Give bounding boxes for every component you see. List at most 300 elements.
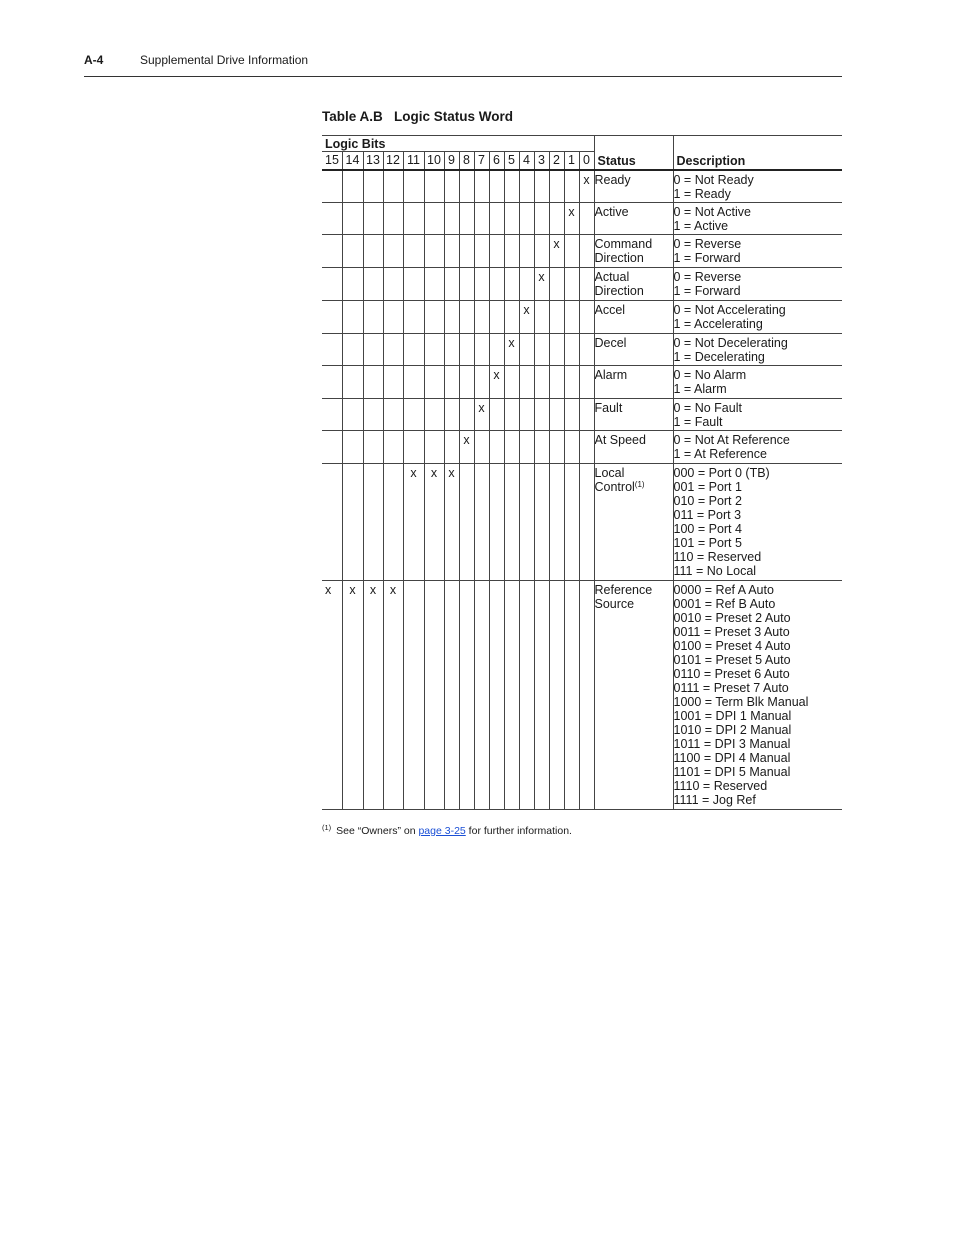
bit-mark: x [410, 466, 417, 480]
bit-cell-2 [549, 203, 564, 235]
page-number: A-4 [84, 53, 104, 67]
bit-cell-6 [489, 334, 504, 366]
bit-cell-15 [322, 464, 342, 581]
description-line: 1 = Fault [673, 415, 723, 429]
bit-cell-15 [322, 203, 342, 235]
description-line: 0101 = Preset 5 Auto [673, 653, 791, 667]
description-line: 110 = Reserved [673, 550, 762, 564]
bit-header-2: 2 [549, 152, 564, 170]
description-line: 0 = No Alarm [673, 368, 747, 382]
footnote-page-link[interactable]: page 3-25 [418, 825, 466, 837]
description-line: 0 = Not Accelerating [673, 303, 786, 317]
bit-cell-3 [534, 399, 549, 431]
bit-cell-0 [579, 399, 594, 431]
description-line: 1 = Forward [673, 284, 741, 298]
bit-cell-6 [489, 203, 504, 235]
bit-header-14: 14 [342, 152, 363, 170]
bit-mark: x [325, 583, 332, 597]
description-cell [673, 399, 842, 431]
bit-cell-6 [489, 268, 504, 301]
description-cell [673, 334, 842, 366]
bit-cell-5 [504, 399, 519, 431]
bit-header-4: 4 [519, 152, 534, 170]
bit-cell-1 [564, 581, 579, 810]
bit-cell-5 [504, 235, 519, 268]
bit-cell-3 [534, 464, 549, 581]
bit-cell-7 [474, 464, 489, 581]
description-line: 1111 = Jog Ref [673, 793, 756, 807]
bit-cell-9 [444, 170, 459, 203]
bit-cell-1 [564, 366, 579, 399]
bit-cell-14 [342, 581, 363, 810]
bit-cell-7 [474, 366, 489, 399]
bit-cell-0 [579, 581, 594, 810]
bit-cell-4 [519, 431, 534, 464]
status-cell [594, 268, 673, 301]
bit-cell-5 [504, 268, 519, 301]
table-row [322, 268, 842, 301]
bit-cell-10 [424, 235, 444, 268]
description-line: 1 = Decelerating [673, 350, 765, 364]
table-row [322, 334, 842, 366]
bit-cell-12 [383, 334, 403, 366]
bit-cell-0 [579, 301, 594, 334]
bit-mark: x [538, 270, 545, 284]
status-text: Direction [594, 251, 644, 265]
description-line: 1 = At Reference [673, 447, 767, 461]
bit-cell-10 [424, 581, 444, 810]
bit-mark: x [369, 583, 377, 597]
bit-cell-13 [363, 399, 383, 431]
description-line: 010 = Port 2 [673, 494, 742, 508]
status-text: Decel [594, 336, 627, 350]
bit-cell-15 [322, 399, 342, 431]
bit-cell-9 [444, 203, 459, 235]
bit-cell-7 [474, 301, 489, 334]
bit-cell-1 [564, 170, 579, 203]
bit-cell-2 [549, 170, 564, 203]
bit-cell-15 [322, 431, 342, 464]
status-text: Local [594, 466, 625, 480]
status-cell [594, 366, 673, 399]
bit-cell-4 [519, 170, 534, 203]
bit-cell-8 [459, 431, 474, 464]
bit-cell-12 [383, 268, 403, 301]
bit-cell-8 [459, 366, 474, 399]
bit-cell-9 [444, 301, 459, 334]
bit-cell-1 [564, 301, 579, 334]
bit-cell-13 [363, 203, 383, 235]
bit-cell-1 [564, 399, 579, 431]
status-text: At Speed [594, 433, 646, 447]
bit-header-8: 8 [459, 152, 474, 170]
bit-cell-8 [459, 581, 474, 810]
bit-cell-5 [504, 464, 519, 581]
table-caption: Table A.B Logic Status Word [322, 109, 514, 124]
description-line: 0 = Reverse [673, 237, 742, 251]
bit-cell-11 [403, 581, 424, 810]
bit-cell-4 [519, 464, 534, 581]
bit-cell-14 [342, 301, 363, 334]
bit-cell-14 [342, 235, 363, 268]
bit-cell-14 [342, 170, 363, 203]
status-column-header: Status [594, 136, 673, 170]
bit-cell-9 [444, 399, 459, 431]
bit-cell-5 [504, 203, 519, 235]
bit-header-11: 11 [403, 152, 424, 170]
bit-cell-0 [579, 366, 594, 399]
status-cell [594, 399, 673, 431]
description-line: 0110 = Preset 6 Auto [673, 667, 790, 681]
status-text: Fault [594, 401, 623, 415]
bit-cell-2 [549, 431, 564, 464]
footnote [322, 823, 572, 837]
bit-cell-11 [403, 334, 424, 366]
bit-cell-7 [474, 235, 489, 268]
bit-header-1: 1 [564, 152, 579, 170]
bit-cell-14 [342, 464, 363, 581]
bit-cell-6 [489, 170, 504, 203]
description-line: 0 = Reverse [673, 270, 742, 284]
bit-cell-10 [424, 464, 444, 581]
description-line: 0010 = Preset 2 Auto [673, 611, 791, 625]
bit-cell-11 [403, 366, 424, 399]
description-line: 0 = Not Decelerating [673, 336, 788, 350]
bit-cell-3 [534, 268, 549, 301]
bit-cell-6 [489, 301, 504, 334]
bit-cell-9 [444, 464, 459, 581]
status-text: Reference [594, 583, 653, 597]
bit-cell-9 [444, 366, 459, 399]
description-line: 000 = Port 0 (TB) [673, 466, 770, 480]
description-line: 1 = Ready [673, 186, 731, 201]
bit-cell-2 [549, 464, 564, 581]
table-row [322, 235, 842, 268]
bit-cell-1 [564, 235, 579, 268]
status-cell [594, 581, 673, 810]
bit-cell-13 [363, 235, 383, 268]
bit-cell-4 [519, 366, 534, 399]
bit-cell-3 [534, 431, 549, 464]
bit-mark: x [448, 466, 455, 480]
bit-cell-13 [363, 366, 383, 399]
bit-cell-12 [383, 301, 403, 334]
bit-cell-4 [519, 581, 534, 810]
description-line: 1010 = DPI 2 Manual [673, 723, 792, 737]
bit-cell-14 [342, 399, 363, 431]
bit-cell-7 [474, 431, 489, 464]
bit-cell-12 [383, 203, 403, 235]
bit-cell-15 [322, 366, 342, 399]
description-line: 1000 = Term Blk Manual [673, 695, 809, 709]
bit-cell-2 [549, 366, 564, 399]
bit-cell-1 [564, 464, 579, 581]
description-cell [673, 235, 842, 268]
bit-cell-2 [549, 399, 564, 431]
bit-cell-3 [534, 170, 549, 203]
bit-cell-13 [363, 334, 383, 366]
bit-cell-11 [403, 268, 424, 301]
description-cell [673, 581, 842, 810]
description-line: 0 = No Fault [673, 401, 742, 415]
bit-cell-3 [534, 334, 549, 366]
logic-status-table [322, 135, 842, 810]
bit-cell-8 [459, 268, 474, 301]
description-line: 011 = Port 3 [673, 508, 742, 522]
bit-cell-5 [504, 301, 519, 334]
bit-cell-4 [519, 301, 534, 334]
bit-cell-0 [579, 334, 594, 366]
footnote-text-after: for further information. [465, 825, 572, 837]
description-line: 1 = Alarm [673, 382, 727, 396]
footnote-text-before: See “Owners” on [336, 825, 419, 837]
bit-cell-7 [474, 170, 489, 203]
bit-cell-13 [363, 301, 383, 334]
bit-cell-12 [383, 431, 403, 464]
description-line: 111 = No Local [673, 564, 757, 578]
bit-cell-3 [534, 581, 549, 810]
table-row [322, 366, 842, 399]
footnote-marker: (1) [322, 823, 332, 832]
description-cell [673, 431, 842, 464]
bit-cell-2 [549, 301, 564, 334]
table-row [322, 581, 842, 810]
bit-cell-5 [504, 334, 519, 366]
bit-cell-4 [519, 399, 534, 431]
description-line: 1 = Accelerating [673, 317, 763, 331]
description-column-header: Description [673, 136, 842, 170]
bit-cell-15 [322, 334, 342, 366]
status-text: Ready [594, 172, 631, 187]
status-text: Active [594, 205, 629, 219]
bit-cell-15 [322, 581, 342, 810]
table-header-row-top [322, 136, 842, 152]
bit-header-5: 5 [504, 152, 519, 170]
table-row [322, 399, 842, 431]
description-cell [673, 203, 842, 235]
bit-cell-15 [322, 268, 342, 301]
bit-mark: x [583, 172, 590, 187]
bit-cell-11 [403, 203, 424, 235]
status-text: Accel [594, 303, 626, 317]
bit-mark: x [389, 583, 397, 597]
bit-header-6: 6 [489, 152, 504, 170]
bit-cell-0 [579, 203, 594, 235]
bit-header-0: 0 [579, 152, 594, 170]
description-line: 1110 = Reserved [673, 779, 768, 793]
bit-cell-7 [474, 581, 489, 810]
description-cell [673, 464, 842, 581]
bit-header-15: 15 [322, 152, 342, 170]
bit-header-9: 9 [444, 152, 459, 170]
bit-cell-15 [322, 235, 342, 268]
description-line: 0 = Not At Reference [673, 433, 790, 447]
bit-cell-2 [549, 334, 564, 366]
table-row [322, 431, 842, 464]
bit-cell-5 [504, 431, 519, 464]
table-row [322, 203, 842, 235]
bit-cell-12 [383, 366, 403, 399]
bit-header-13: 13 [363, 152, 383, 170]
bit-cell-9 [444, 268, 459, 301]
bit-cell-3 [534, 203, 549, 235]
bit-cell-13 [363, 464, 383, 581]
footnote-reference: (1) [634, 480, 645, 489]
bit-mark: x [430, 466, 438, 480]
bit-cell-14 [342, 366, 363, 399]
bit-cell-12 [383, 235, 403, 268]
bit-mark: x [523, 303, 530, 317]
description-line: 0000 = Ref A Auto [673, 583, 774, 597]
bit-header-12: 12 [383, 152, 403, 170]
bit-cell-2 [549, 268, 564, 301]
bit-cell-0 [579, 235, 594, 268]
description-line: 0001 = Ref B Auto [673, 597, 776, 611]
bit-mark: x [553, 237, 560, 251]
bit-cell-10 [424, 268, 444, 301]
description-line: 1 = Active [673, 219, 729, 233]
description-line: 1101 = DPI 5 Manual [673, 765, 791, 779]
bit-cell-6 [489, 431, 504, 464]
bit-header-10: 10 [424, 152, 444, 170]
status-cell [594, 334, 673, 366]
bit-cell-13 [363, 170, 383, 203]
bit-cell-11 [403, 170, 424, 203]
status-text: Command [594, 237, 653, 251]
status-cell [594, 170, 673, 203]
bit-cell-10 [424, 431, 444, 464]
status-text: Control$^{(1)}$ [594, 480, 645, 494]
bit-cell-1 [564, 334, 579, 366]
description-line: 001 = Port 1 [673, 480, 742, 494]
bit-cell-11 [403, 431, 424, 464]
bit-cell-6 [489, 464, 504, 581]
bit-cell-13 [363, 268, 383, 301]
bit-cell-7 [474, 268, 489, 301]
bit-cell-12 [383, 399, 403, 431]
table-row [322, 170, 842, 203]
bit-cell-11 [403, 235, 424, 268]
page-header [84, 53, 842, 77]
bit-cell-6 [489, 581, 504, 810]
bit-cell-10 [424, 203, 444, 235]
bit-cell-9 [444, 431, 459, 464]
bit-cell-10 [424, 334, 444, 366]
description-line: 1100 = DPI 4 Manual [673, 751, 791, 765]
bit-mark: x [508, 336, 515, 350]
bit-header-3: 3 [534, 152, 549, 170]
bit-cell-1 [564, 203, 579, 235]
bit-cell-8 [459, 203, 474, 235]
bit-cell-7 [474, 203, 489, 235]
bit-cell-9 [444, 235, 459, 268]
description-line: 1011 = DPI 3 Manual [673, 737, 791, 751]
bit-cell-11 [403, 301, 424, 334]
table-row [322, 464, 842, 581]
bit-header-7: 7 [474, 152, 489, 170]
bit-cell-11 [403, 399, 424, 431]
bit-mark: x [478, 401, 485, 415]
bit-cell-5 [504, 366, 519, 399]
bit-cell-8 [459, 464, 474, 581]
description-line: 1001 = DPI 1 Manual [673, 709, 792, 723]
bit-cell-12 [383, 170, 403, 203]
description-line: 100 = Port 4 [673, 522, 742, 536]
bit-cell-15 [322, 301, 342, 334]
description-cell [673, 366, 842, 399]
status-cell [594, 464, 673, 581]
bit-cell-10 [424, 170, 444, 203]
bit-cell-6 [489, 235, 504, 268]
status-text: Source [594, 597, 635, 611]
bit-cell-12 [383, 581, 403, 810]
description-cell [673, 170, 842, 203]
bit-cell-8 [459, 301, 474, 334]
bit-cell-3 [534, 235, 549, 268]
bit-cell-0 [579, 170, 594, 203]
description-line: 0100 = Preset 4 Auto [673, 639, 791, 653]
bit-cell-1 [564, 431, 579, 464]
bit-cell-4 [519, 334, 534, 366]
bit-cell-0 [579, 431, 594, 464]
bit-cell-8 [459, 334, 474, 366]
bit-cell-14 [342, 431, 363, 464]
status-text: Actual [594, 270, 630, 284]
section-title: Supplemental Drive Information [140, 53, 309, 67]
bit-cell-3 [534, 366, 549, 399]
bit-cell-10 [424, 366, 444, 399]
bit-cell-12 [383, 464, 403, 581]
bit-cell-6 [489, 366, 504, 399]
bit-cell-9 [444, 581, 459, 810]
status-text: Alarm [594, 368, 628, 382]
bit-cell-0 [579, 464, 594, 581]
bit-cell-7 [474, 399, 489, 431]
status-cell [594, 203, 673, 235]
bit-cell-7 [474, 334, 489, 366]
bit-cell-13 [363, 581, 383, 810]
status-text: Direction [594, 284, 644, 298]
bit-cell-4 [519, 268, 534, 301]
bit-mark: x [349, 583, 356, 597]
description-cell [673, 268, 842, 301]
bit-cell-2 [549, 581, 564, 810]
bit-cell-9 [444, 334, 459, 366]
description-line: 1 = Forward [673, 251, 741, 265]
bit-cell-15 [322, 170, 342, 203]
bit-mark: x [568, 205, 575, 219]
bit-cell-10 [424, 399, 444, 431]
bit-cell-5 [504, 170, 519, 203]
description-line: 0 = Not Active [673, 205, 751, 219]
bit-cell-4 [519, 203, 534, 235]
bit-cell-4 [519, 235, 534, 268]
bit-cell-1 [564, 268, 579, 301]
status-cell [594, 301, 673, 334]
bit-cell-14 [342, 203, 363, 235]
bit-mark: x [493, 368, 500, 382]
logic-bits-header: Logic Bits [325, 137, 386, 151]
bit-cell-0 [579, 268, 594, 301]
bit-cell-11 [403, 464, 424, 581]
bit-cell-10 [424, 301, 444, 334]
status-cell [594, 235, 673, 268]
bit-cell-8 [459, 235, 474, 268]
bit-cell-3 [534, 301, 549, 334]
bit-cell-14 [342, 334, 363, 366]
bit-mark: x [463, 433, 470, 447]
table-row [322, 301, 842, 334]
